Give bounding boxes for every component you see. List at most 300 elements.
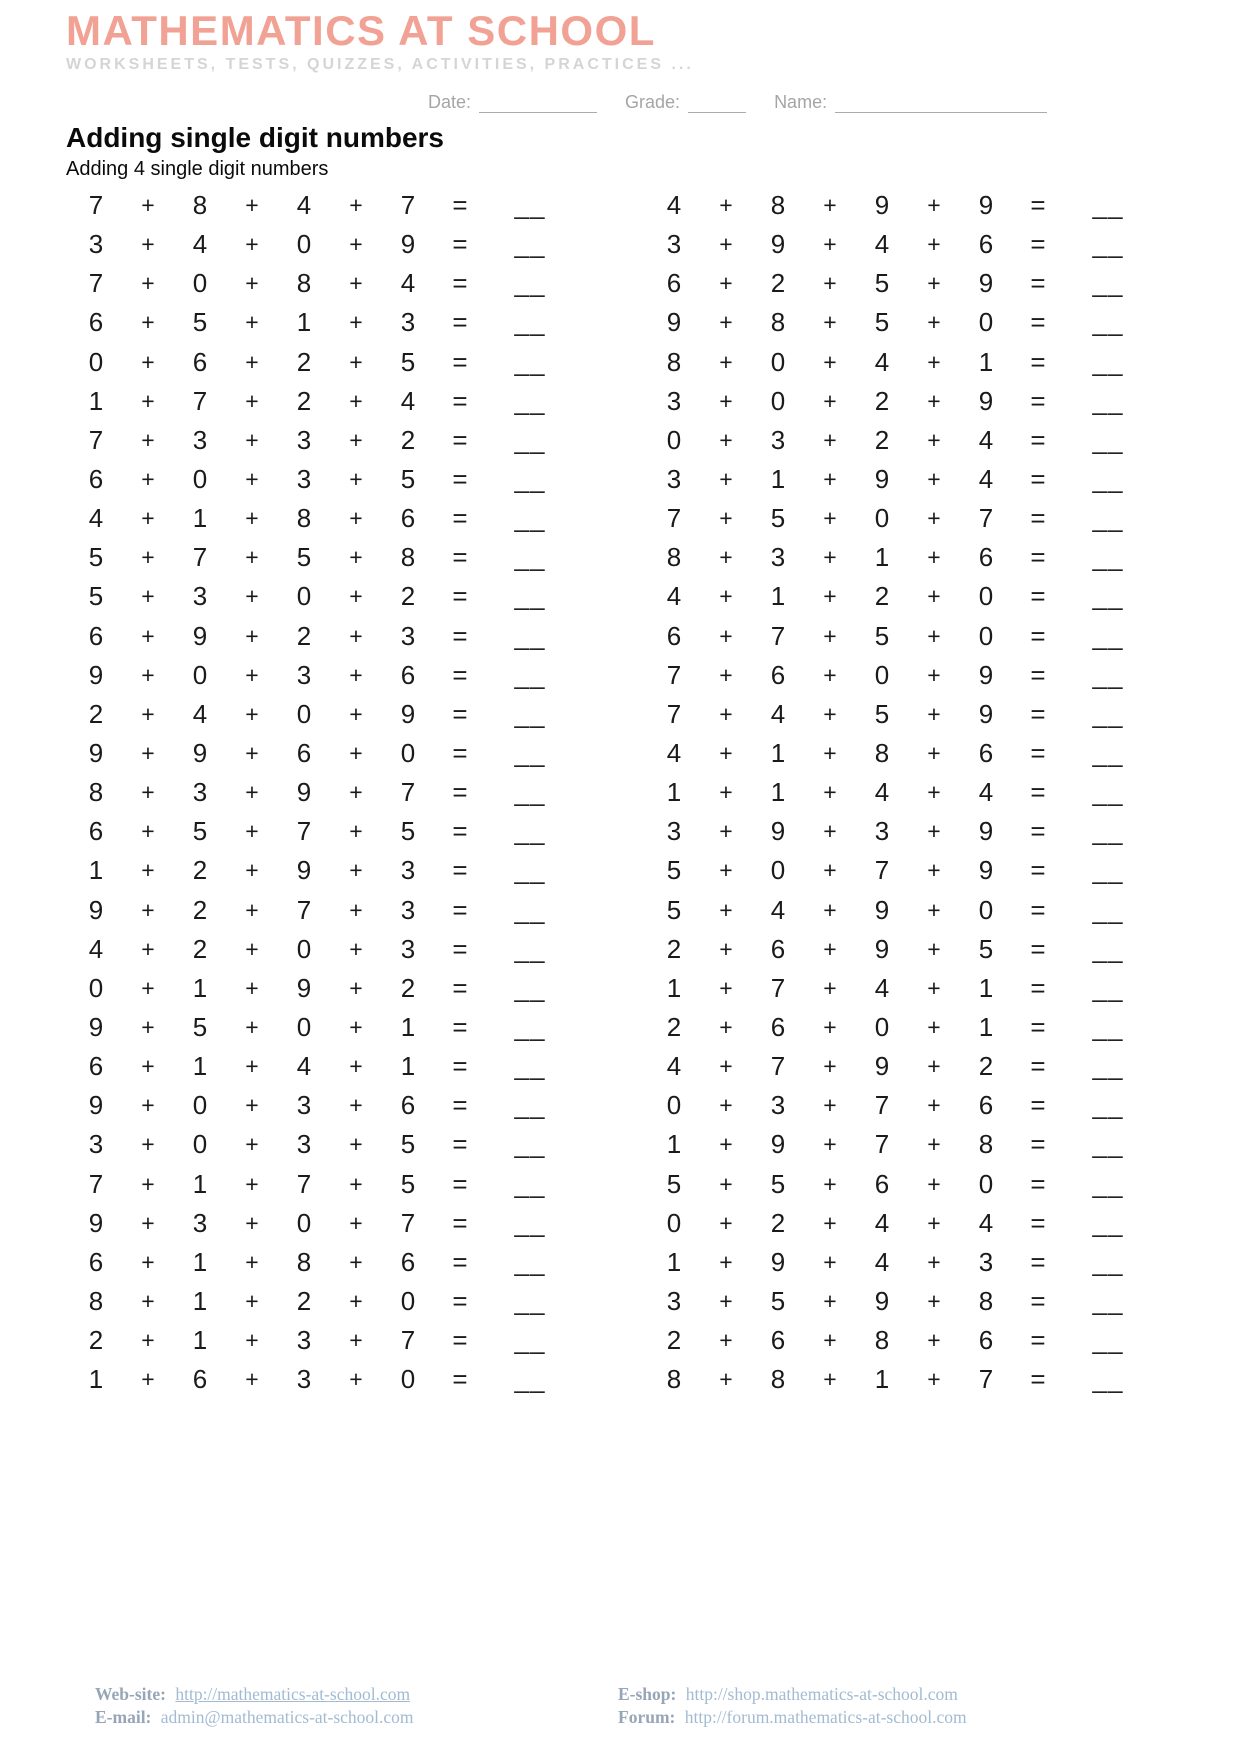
plus-operator: + (719, 740, 733, 767)
addend: 2 (770, 268, 786, 299)
addend: 7 (400, 190, 416, 221)
equals-sign: = (452, 542, 468, 573)
addend: 8 (296, 503, 312, 534)
problem-row (648, 1204, 1138, 1243)
addend: 2 (88, 698, 104, 729)
answer-blank: __ (514, 620, 546, 651)
addend: 8 (88, 1286, 104, 1316)
problem-row (648, 538, 1138, 577)
plus-operator: + (927, 1209, 941, 1236)
equals-sign: = (1030, 464, 1046, 495)
email-value: admin@mathematics-at-school.com (160, 1707, 414, 1727)
website-link[interactable]: http://mathematics-at-school.com (175, 1684, 411, 1704)
addend: 0 (770, 346, 786, 377)
answer-blank: __ (514, 268, 546, 299)
plus-operator: + (349, 348, 363, 375)
equals-sign: = (1030, 190, 1046, 221)
addend: 0 (666, 424, 682, 455)
answer-blank: __ (514, 1325, 546, 1356)
answer-blank: __ (1092, 1364, 1124, 1395)
plus-operator: + (141, 1131, 155, 1158)
plus-operator: + (927, 1170, 941, 1197)
plus-operator: + (823, 974, 837, 1001)
problem-row (70, 851, 560, 890)
answer-blank: __ (514, 659, 546, 690)
addend: 7 (874, 1129, 890, 1160)
equals-sign: = (452, 464, 468, 495)
addend: 7 (978, 1364, 994, 1395)
problem-row (648, 421, 1138, 460)
plus-operator: + (245, 1170, 259, 1197)
equals-sign: = (1030, 894, 1046, 925)
equals-sign: = (1030, 1168, 1046, 1199)
answer-blank: __ (514, 1207, 546, 1238)
addend: 2 (874, 424, 890, 455)
answer-blank: __ (1092, 424, 1124, 455)
answer-blank: __ (1092, 1090, 1124, 1121)
plus-operator: + (823, 1014, 837, 1041)
plus-operator: + (245, 544, 259, 571)
addend: 3 (770, 424, 786, 455)
addend: 9 (978, 855, 994, 886)
plus-operator: + (823, 544, 837, 571)
addend: 6 (770, 1325, 786, 1356)
problem-row (70, 617, 560, 656)
addend: 5 (88, 542, 104, 573)
addend: 6 (88, 464, 104, 495)
addend: 8 (666, 346, 682, 377)
addend: 5 (400, 816, 416, 847)
equals-sign: = (1030, 698, 1046, 729)
addend: 6 (978, 1090, 994, 1121)
addend: 6 (666, 620, 682, 651)
addend: 4 (88, 503, 104, 534)
addend: 9 (874, 464, 890, 495)
addend: 4 (770, 698, 786, 729)
answer-blank: __ (1092, 190, 1124, 221)
addend: 2 (192, 933, 208, 964)
plus-operator: + (141, 348, 155, 375)
addend: 4 (874, 777, 890, 808)
addend: 1 (978, 972, 994, 1003)
problem-row (70, 1204, 560, 1243)
addend: 0 (400, 738, 416, 769)
problem-row (70, 930, 560, 969)
plus-operator: + (245, 700, 259, 727)
addend: 0 (192, 659, 208, 690)
plus-operator: + (141, 1209, 155, 1236)
answer-blank: __ (1092, 855, 1124, 886)
answer-blank: __ (1092, 659, 1124, 690)
problem-row (70, 499, 560, 538)
addend: 7 (88, 424, 104, 455)
equals-sign: = (452, 190, 468, 221)
grade-label: Grade: (625, 92, 681, 112)
problem-row (648, 617, 1138, 656)
addend: 4 (666, 1051, 682, 1082)
addend: 3 (192, 777, 208, 808)
problem-row (70, 1008, 560, 1047)
addend: 4 (874, 972, 890, 1003)
plus-operator: + (823, 1170, 837, 1197)
addend: 6 (874, 1168, 890, 1199)
addend: 9 (874, 933, 890, 964)
plus-operator: + (141, 426, 155, 453)
footer-email-line (95, 1706, 414, 1729)
plus-operator: + (141, 974, 155, 1001)
addend: 2 (874, 581, 890, 612)
plus-operator: + (245, 1248, 259, 1275)
addend: 6 (192, 1364, 208, 1395)
answer-blank: __ (514, 933, 546, 964)
addend: 9 (874, 1051, 890, 1082)
addend: 3 (296, 659, 312, 690)
eshop-url: http://shop.mathematics-at-school.com (685, 1684, 958, 1704)
plus-operator: + (245, 1288, 259, 1314)
plus-operator: + (349, 1248, 363, 1275)
plus-operator: + (245, 348, 259, 375)
answer-blank: __ (1092, 385, 1124, 416)
plus-operator: + (245, 231, 259, 258)
addend: 1 (192, 1286, 208, 1316)
answer-blank: __ (1092, 620, 1124, 651)
plus-operator: + (927, 1366, 941, 1393)
addend: 3 (192, 581, 208, 612)
problem-row (70, 264, 560, 303)
addend: 0 (978, 1168, 994, 1199)
plus-operator: + (719, 466, 733, 493)
addend: 4 (666, 581, 682, 612)
addend: 8 (666, 542, 682, 573)
addend: 0 (978, 620, 994, 651)
equals-sign: = (452, 698, 468, 729)
addend: 7 (192, 542, 208, 573)
problem-row (70, 421, 560, 460)
addend: 3 (400, 855, 416, 886)
addend: 1 (666, 972, 682, 1003)
addend: 4 (874, 1207, 890, 1238)
problem-row (648, 851, 1138, 890)
addend: 3 (978, 1246, 994, 1277)
addend: 8 (296, 268, 312, 299)
problem-row (648, 1086, 1138, 1125)
plus-operator: + (927, 661, 941, 688)
plus-operator: + (719, 387, 733, 414)
addend: 5 (874, 268, 890, 299)
problem-row (648, 1047, 1138, 1086)
addend: 6 (400, 503, 416, 534)
problem-row (70, 343, 560, 382)
equals-sign: = (452, 816, 468, 847)
plus-operator: + (349, 583, 363, 610)
answer-blank: __ (1092, 972, 1124, 1003)
plus-operator: + (823, 935, 837, 962)
plus-operator: + (823, 231, 837, 258)
answer-blank: __ (1092, 698, 1124, 729)
answer-blank: __ (514, 542, 546, 573)
answer-blank: __ (1092, 542, 1124, 573)
equals-sign: = (1030, 1090, 1046, 1121)
addend: 1 (400, 1012, 416, 1043)
plus-operator: + (823, 387, 837, 414)
plus-operator: + (823, 818, 837, 845)
addend: 5 (666, 855, 682, 886)
plus-operator: + (927, 1131, 941, 1158)
equals-sign: = (1030, 816, 1046, 847)
problem-row (648, 734, 1138, 773)
equals-sign: = (452, 933, 468, 964)
equals-sign: = (452, 620, 468, 651)
plus-operator: + (823, 857, 837, 884)
addend: 3 (770, 542, 786, 573)
plus-operator: + (245, 270, 259, 297)
plus-operator: + (823, 426, 837, 453)
problems-column-left (70, 186, 560, 1399)
addend: 8 (874, 1325, 890, 1356)
addend: 7 (770, 620, 786, 651)
addend: 9 (192, 620, 208, 651)
addend: 5 (978, 933, 994, 964)
addend: 3 (400, 933, 416, 964)
addend: 9 (978, 659, 994, 690)
plus-operator: + (719, 1092, 733, 1119)
plus-operator: + (141, 1053, 155, 1080)
plus-operator: + (245, 309, 259, 336)
addend: 9 (978, 698, 994, 729)
addend: 6 (88, 1051, 104, 1082)
addend: 3 (400, 620, 416, 651)
plus-operator: + (927, 544, 941, 571)
addend: 3 (88, 1129, 104, 1160)
answer-blank: __ (1092, 777, 1124, 808)
equals-sign: = (452, 777, 468, 808)
plus-operator: + (245, 661, 259, 688)
addend: 3 (770, 1090, 786, 1121)
addend: 7 (874, 855, 890, 886)
problem-row (70, 1360, 560, 1399)
answer-blank: __ (514, 385, 546, 416)
plus-operator: + (141, 544, 155, 571)
equals-sign: = (1030, 1364, 1046, 1395)
addend: 4 (192, 698, 208, 729)
equals-sign: = (452, 268, 468, 299)
plus-operator: + (349, 1366, 363, 1393)
addend: 9 (874, 1286, 890, 1316)
answer-blank: __ (514, 464, 546, 495)
plus-operator: + (349, 1131, 363, 1158)
footer-website-line (95, 1683, 414, 1706)
problem-row (648, 1243, 1138, 1282)
addend: 7 (88, 1168, 104, 1199)
plus-operator: + (141, 309, 155, 336)
forum-url: http://forum.mathematics-at-school.com (684, 1707, 967, 1727)
addend: 1 (192, 972, 208, 1003)
equals-sign: = (1030, 307, 1046, 338)
addend: 5 (88, 581, 104, 612)
equals-sign: = (1030, 385, 1046, 416)
addend: 5 (400, 1168, 416, 1199)
addend: 4 (978, 464, 994, 495)
problem-row (70, 695, 560, 734)
problem-row (70, 460, 560, 499)
addend: 5 (770, 1168, 786, 1199)
plus-operator: + (823, 583, 837, 610)
plus-operator: + (141, 896, 155, 923)
problem-row (648, 1360, 1138, 1399)
addend: 5 (296, 542, 312, 573)
plus-operator: + (245, 1092, 259, 1119)
equals-sign: = (452, 1129, 468, 1160)
plus-operator: + (927, 583, 941, 610)
plus-operator: + (349, 857, 363, 884)
plus-operator: + (927, 1327, 941, 1354)
plus-operator: + (719, 700, 733, 727)
answer-blank: __ (1092, 738, 1124, 769)
plus-operator: + (927, 192, 941, 219)
addend: 4 (400, 385, 416, 416)
addend: 0 (770, 385, 786, 416)
addend: 0 (666, 1090, 682, 1121)
plus-operator: + (141, 1248, 155, 1275)
plus-operator: + (245, 974, 259, 1001)
plus-operator: + (823, 1209, 837, 1236)
problem-row (648, 303, 1138, 342)
plus-operator: + (245, 1366, 259, 1393)
addend: 2 (192, 855, 208, 886)
answer-blank: __ (514, 1090, 546, 1121)
problem-row (70, 812, 560, 851)
equals-sign: = (452, 972, 468, 1003)
equals-sign: = (452, 424, 468, 455)
plus-operator: + (823, 661, 837, 688)
addend: 4 (874, 1246, 890, 1277)
addend: 0 (192, 464, 208, 495)
plus-operator: + (823, 309, 837, 336)
addend: 3 (296, 1325, 312, 1356)
addend: 3 (192, 424, 208, 455)
addend: 6 (770, 1012, 786, 1043)
plus-operator: + (349, 700, 363, 727)
equals-sign: = (1030, 972, 1046, 1003)
plus-operator: + (823, 700, 837, 727)
plus-operator: + (927, 1053, 941, 1080)
addend: 0 (400, 1364, 416, 1395)
plus-operator: + (823, 1248, 837, 1275)
plus-operator: + (719, 1366, 733, 1393)
addend: 1 (666, 777, 682, 808)
plus-operator: + (349, 505, 363, 532)
addend: 0 (770, 855, 786, 886)
addend: 7 (400, 1207, 416, 1238)
addend: 1 (770, 738, 786, 769)
addend: 9 (296, 972, 312, 1003)
answer-blank: __ (514, 1246, 546, 1277)
addend: 6 (400, 1090, 416, 1121)
plus-operator: + (927, 896, 941, 923)
footer-eshop-line (618, 1683, 967, 1706)
plus-operator: + (245, 387, 259, 414)
plus-operator: + (719, 192, 733, 219)
addend: 2 (874, 385, 890, 416)
addend: 3 (296, 464, 312, 495)
plus-operator: + (719, 1248, 733, 1275)
equals-sign: = (452, 1012, 468, 1043)
plus-operator: + (245, 505, 259, 532)
answer-blank: __ (514, 1012, 546, 1043)
problem-row (70, 891, 560, 930)
addend: 9 (770, 1246, 786, 1277)
answer-blank: __ (1092, 229, 1124, 260)
addend: 4 (400, 268, 416, 299)
addend: 7 (88, 268, 104, 299)
problem-row (648, 1008, 1138, 1047)
plus-operator: + (719, 779, 733, 806)
addend: 2 (400, 424, 416, 455)
plus-operator: + (823, 505, 837, 532)
answer-blank: __ (514, 1051, 546, 1082)
addend: 0 (400, 1286, 416, 1316)
answer-blank: __ (514, 424, 546, 455)
plus-operator: + (349, 387, 363, 414)
addend: 9 (88, 1207, 104, 1238)
addend: 2 (400, 972, 416, 1003)
answer-blank: __ (514, 738, 546, 769)
plus-operator: + (141, 583, 155, 610)
equals-sign: = (452, 738, 468, 769)
brand-subtitle: WORKSHEETS, TESTS, QUIZZES, ACTIVITIES, PRACTICES ... (66, 56, 694, 73)
addend: 4 (978, 424, 994, 455)
plus-operator: + (719, 348, 733, 375)
date-blank (479, 92, 597, 113)
equals-sign: = (1030, 933, 1046, 964)
plus-operator: + (823, 270, 837, 297)
plus-operator: + (719, 505, 733, 532)
plus-operator: + (245, 857, 259, 884)
addend: 9 (88, 894, 104, 925)
addend: 3 (296, 1129, 312, 1160)
equals-sign: = (1030, 1286, 1046, 1316)
plus-operator: + (719, 622, 733, 649)
problem-row (648, 930, 1138, 969)
plus-operator: + (719, 1053, 733, 1080)
plus-operator: + (823, 622, 837, 649)
plus-operator: + (349, 309, 363, 336)
addend: 0 (296, 1207, 312, 1238)
addend: 0 (978, 307, 994, 338)
plus-operator: + (245, 1209, 259, 1236)
addend: 2 (296, 620, 312, 651)
addend: 1 (192, 1051, 208, 1082)
date-label: Date: (428, 92, 472, 112)
problem-row (648, 1282, 1138, 1321)
addend: 2 (770, 1207, 786, 1238)
answer-blank: __ (1092, 268, 1124, 299)
answer-blank: __ (514, 346, 546, 377)
answer-blank: __ (1092, 1207, 1124, 1238)
addend: 8 (88, 777, 104, 808)
equals-sign: = (1030, 346, 1046, 377)
plus-operator: + (719, 974, 733, 1001)
addend: 9 (874, 894, 890, 925)
addend: 2 (192, 894, 208, 925)
equals-sign: = (1030, 1012, 1046, 1043)
brand-title: MATHEMATICS AT SCHOOL (66, 7, 656, 54)
addend: 7 (296, 894, 312, 925)
addend: 1 (88, 855, 104, 886)
plus-operator: + (927, 505, 941, 532)
problem-row (648, 186, 1138, 225)
addend: 1 (770, 777, 786, 808)
